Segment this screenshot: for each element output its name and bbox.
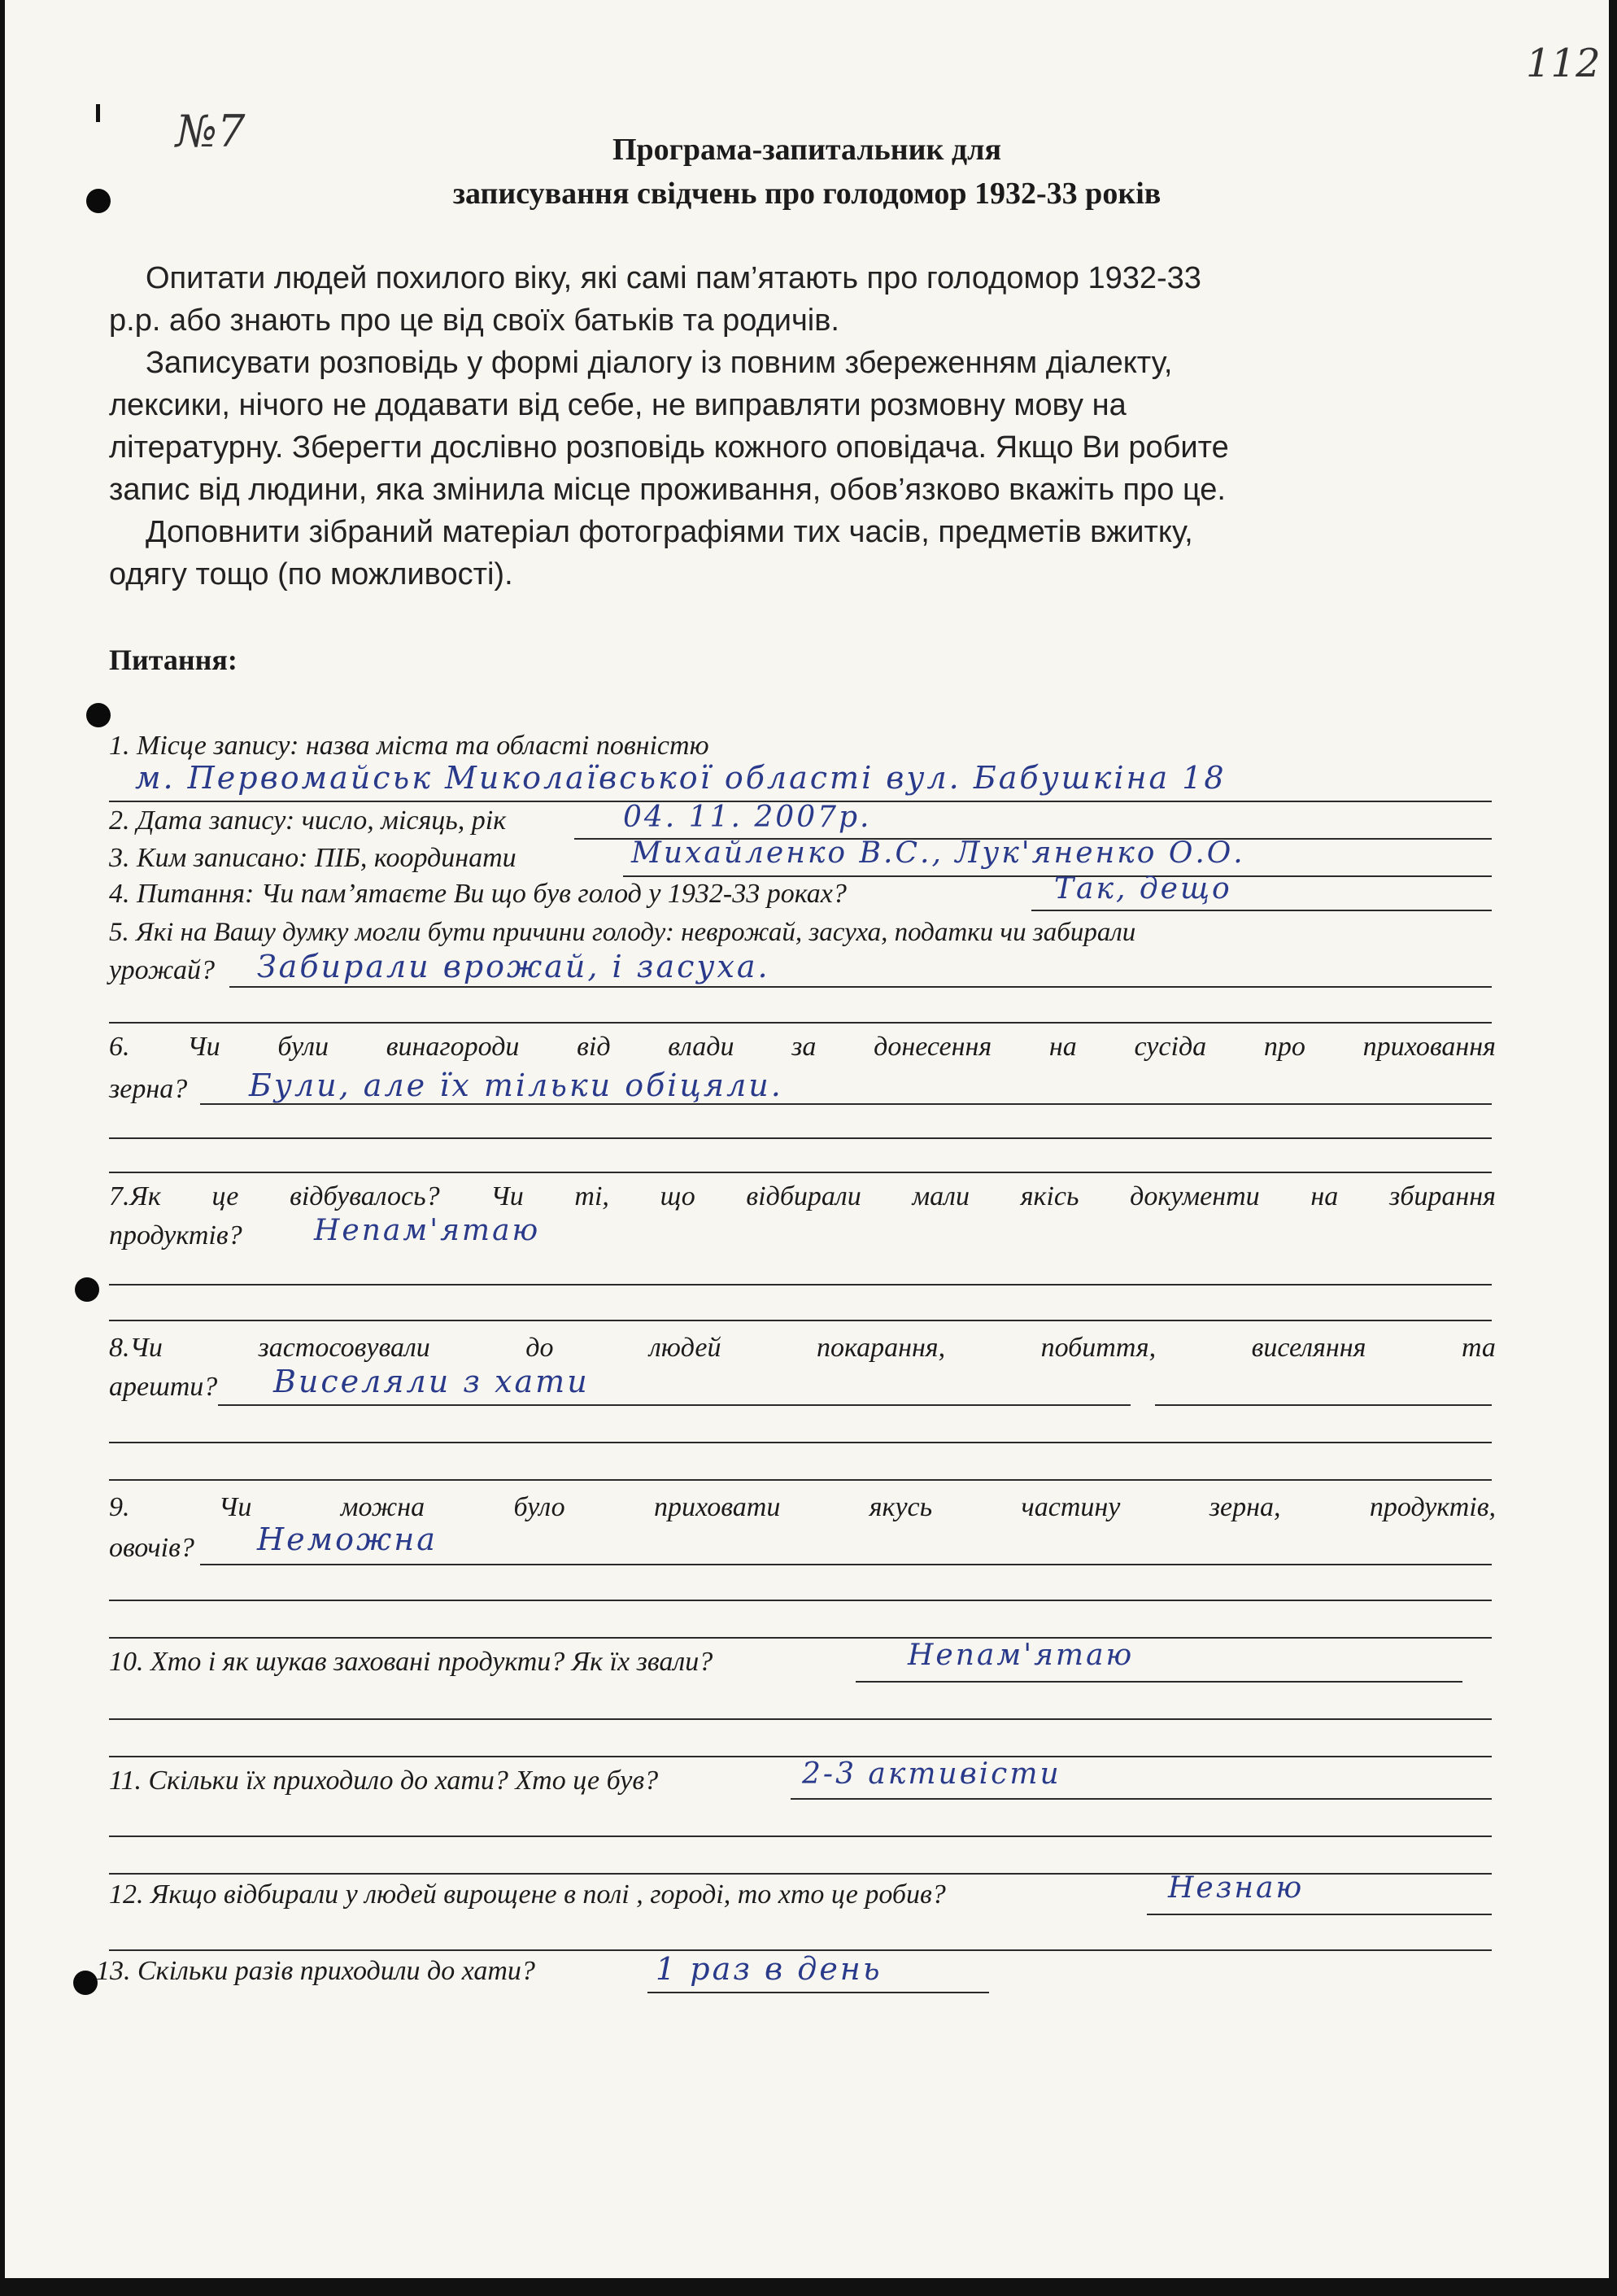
answer-line: [1031, 910, 1492, 911]
q6-word: донесення: [874, 1032, 992, 1062]
question-5-label-line1: 5. Які на Вашу думку могли бути причини голоду: неврожай, засуха, податки чи забирали: [109, 918, 1136, 947]
q9-word: було: [513, 1492, 565, 1522]
answer-line: [109, 1835, 1492, 1837]
answer-line: [109, 1137, 1492, 1139]
question-12-label: 12. Якщо відбирали у людей вирощене в полі , городі, то хто це робив?: [109, 1879, 946, 1910]
question-10-label: 10. Хто і як шукав заховані продукти? Як їх звали?: [109, 1647, 713, 1677]
q8-word: та: [1461, 1333, 1496, 1363]
question-13-label: 13. Скільки разів приходили до хати?: [96, 1956, 535, 1986]
question-8-label-line2: арешти?: [109, 1372, 218, 1402]
q6-word: Чи: [187, 1032, 220, 1062]
answer-line: [109, 1442, 1492, 1443]
punch-hole: [86, 703, 111, 727]
q9-word: якусь: [869, 1492, 933, 1522]
q9-word: 9.: [109, 1492, 130, 1522]
answer-line: [109, 1172, 1492, 1173]
q7-word: документи: [1130, 1181, 1260, 1211]
question-11-answer: 2-3 активісти: [802, 1757, 1061, 1791]
q7-word: ті,: [574, 1181, 609, 1211]
q7-word: якісь: [1020, 1181, 1079, 1211]
q7-word: 7.Як: [109, 1181, 161, 1211]
page-title-line1: Програма-запитальник для: [612, 133, 1002, 167]
question-7-label-line2: продуктів?: [109, 1220, 242, 1251]
question-5-answer: Забирали врожай, і засуха.: [257, 949, 770, 984]
answer-line: [1147, 1914, 1492, 1915]
intro-line: Доповнити зібраний матеріал фотографіями тих часів, предметів вжитку,: [146, 515, 1193, 549]
intro-text: [109, 257, 1500, 596]
q6-word: за: [791, 1032, 817, 1062]
answer-line: [647, 1992, 989, 1993]
punch-hole: [75, 1277, 99, 1302]
answer-line: [229, 986, 1492, 988]
q8-word: виселяння: [1251, 1333, 1366, 1363]
question-7-answer: Непам'ятаю: [314, 1214, 541, 1247]
intro-line: літературну. Зберегти дослівно розповідь кожного оповідача. Якщо Ви робите: [109, 430, 1229, 465]
intro-line: р.р. або знають про це від своїх батьків та родичів.: [109, 303, 839, 338]
question-2-label: 2. Дата запису: число, місяць, рік: [109, 805, 507, 836]
question-9-label-line1: [109, 1492, 1496, 1523]
question-9-answer: Неможна: [257, 1521, 438, 1557]
question-11-label: 11. Скільки їх приходило до хати? Хто це був?: [109, 1766, 659, 1796]
question-9-label-line2: овочів?: [109, 1533, 194, 1563]
question-5-label-line2: урожай?: [109, 955, 215, 985]
question-4-label: 4. Питання: Чи пам’ятаєте Ви що був голод у 1932-33 роках?: [109, 879, 847, 909]
question-6-label-line2: зерна?: [109, 1074, 188, 1104]
q7-word: Чи: [490, 1181, 524, 1211]
answer-line: [200, 1103, 1492, 1105]
q6-word: про: [1263, 1032, 1305, 1062]
question-2-answer: 04. 11. 2007р.: [623, 801, 872, 834]
questionnaire-page: [5, 0, 1609, 2278]
question-7-label-line1: [109, 1181, 1496, 1212]
q7-word: збирання: [1388, 1181, 1496, 1211]
question-6-answer: Були, але їх тільки обіцяли.: [249, 1067, 783, 1103]
question-3-answer: Михайленко В.С., Лук'яненко О.О.: [631, 836, 1245, 870]
answer-line: [109, 1479, 1492, 1481]
q8-word: побиття,: [1040, 1333, 1157, 1363]
q8-word: застосовували: [258, 1333, 430, 1363]
answer-line: [109, 1022, 1492, 1024]
answer-line: [109, 1284, 1492, 1285]
question-4-answer: Так, дещо: [1054, 872, 1232, 906]
archive-mark: №7: [176, 106, 246, 157]
intro-line: лексики, нічого не додавати від себе, не виправляти розмовну мову на: [109, 388, 1127, 422]
question-12-answer: Незнаю: [1168, 1871, 1305, 1905]
section-heading: Питання:: [109, 644, 238, 676]
question-6-label-line1: [109, 1032, 1496, 1063]
answer-line: [791, 1798, 1492, 1800]
q9-word: Чи: [218, 1492, 252, 1522]
intro-line: Опитати людей похилого віку, які самі пам’ятають про голодомор 1932-33: [146, 261, 1201, 295]
answer-line: [109, 1637, 1492, 1639]
page-title-line2: записування свідчень про голодомор 1932-33 років: [452, 177, 1162, 211]
q6-word: влади: [668, 1032, 734, 1062]
question-1-label: 1. Місце запису: назва міста та області повністю: [109, 731, 709, 761]
question-1-answer: м. Первомайськ Миколаївської області вул. Бабушкіна 18: [135, 760, 1227, 796]
q7-word: відбувалось?: [290, 1181, 440, 1211]
margin-mark: [96, 104, 100, 122]
q9-word: приховати: [654, 1492, 781, 1522]
q9-word: зерна,: [1209, 1492, 1281, 1522]
question-8-label-line1: [109, 1333, 1496, 1364]
q6-word: винагороди: [386, 1032, 520, 1062]
answer-line: [218, 1404, 1131, 1406]
q8-word: покарання,: [817, 1333, 946, 1363]
q7-word: відбирали: [746, 1181, 861, 1211]
q8-word: людей: [649, 1333, 721, 1363]
intro-line: Записувати розповідь у формі діалогу із повним збереженням діалекту,: [146, 346, 1173, 380]
question-8-answer: Виселяли з хати: [273, 1364, 590, 1399]
answer-line: [109, 1718, 1492, 1720]
q6-word: приховання: [1362, 1032, 1496, 1062]
q9-word: можна: [340, 1492, 425, 1522]
q8-word: 8.Чи: [109, 1333, 163, 1363]
question-13-answer: 1 раз в день: [656, 1951, 883, 1987]
q6-word: були: [277, 1032, 329, 1062]
intro-line: одягу тощо (по можливості).: [109, 557, 513, 591]
q9-word: частину: [1021, 1492, 1121, 1522]
question-10-answer: Непам'ятаю: [908, 1639, 1135, 1672]
q7-word: що: [660, 1181, 695, 1211]
q6-word: на: [1048, 1032, 1077, 1062]
q6-word: 6.: [109, 1032, 130, 1062]
question-3-label: 3. Ким записано: ПІБ, координати: [109, 843, 516, 873]
answer-line: [109, 1756, 1492, 1757]
q7-word: на: [1310, 1181, 1339, 1211]
q8-word: до: [525, 1333, 554, 1363]
answer-line: [109, 1600, 1492, 1601]
answer-line: [200, 1564, 1492, 1565]
intro-line: запис від людини, яка змінила місце проживання, обов’язково вкажіть про це.: [109, 473, 1226, 507]
q6-word: від: [577, 1032, 611, 1062]
answer-line: [1155, 1404, 1492, 1406]
punch-hole: [73, 1971, 98, 1995]
q9-word: продуктів,: [1369, 1492, 1496, 1522]
q7-word: це: [211, 1181, 239, 1211]
q6-word: сусіда: [1134, 1032, 1207, 1062]
answer-line: [856, 1681, 1462, 1683]
q7-word: мали: [912, 1181, 970, 1211]
page-number: 112: [1526, 41, 1601, 86]
answer-line: [109, 1320, 1492, 1321]
